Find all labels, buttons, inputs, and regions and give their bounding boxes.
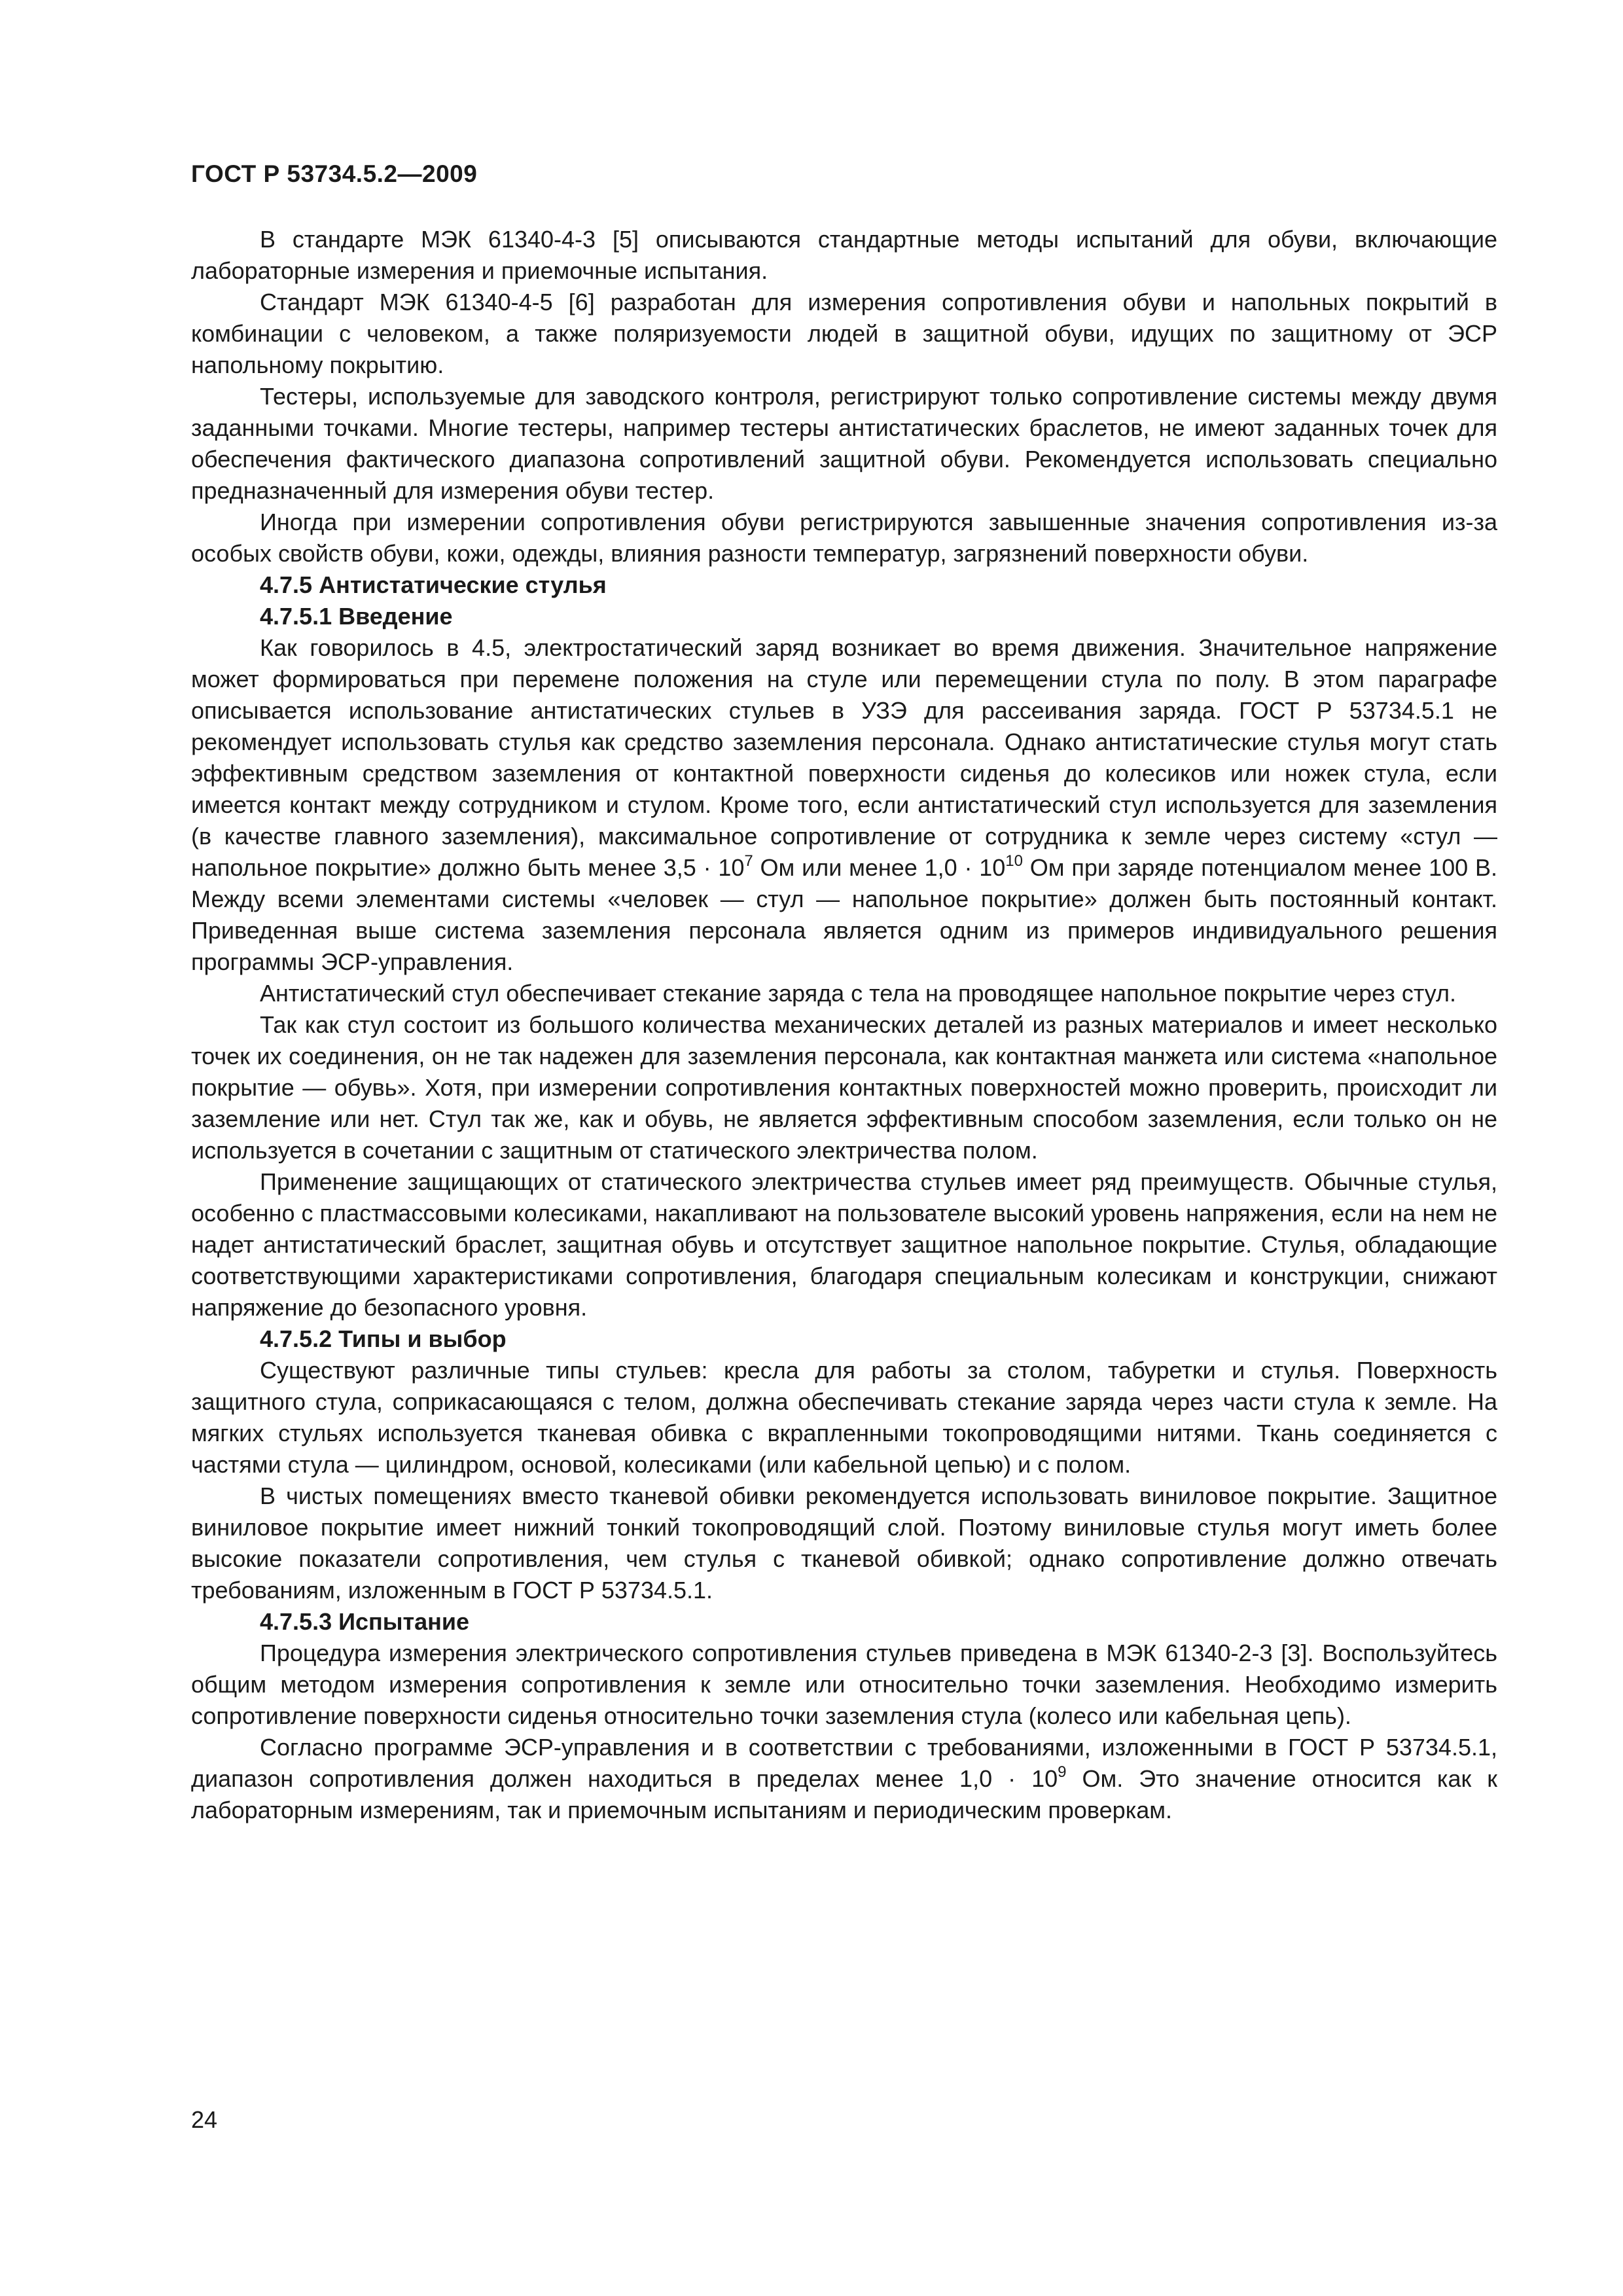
page-number: 24 [191,2106,218,2133]
paragraph: Применение защищающих от статического электричества стульев имеет ряд преимуществ. Обычные стулья, особенно с пластмассовыми колесиками, накапливают на пользователе высокий уровень напряжения, если на нем не надет антистатический браслет, защитная обувь и отсутствует защитное напольное покрытие. Стулья, обладающие соответствующими характеристиками сопротивления, благодаря специальным колесикам и конструкции, снижают напряжение до безопасного уровня. [191,1168,1497,1321]
paragraph: Антистатический стул обеспечивает стекание заряда с тела на проводящее напольное покрытие через стул. [260,980,1456,1007]
paragraph: Стандарт МЭК 61340-4-5 [6] разработан для измерения сопротивления обуви и напольных покрытий в комбинации с человеком, а также поляризуемости людей в защитной обуви, идущих по защитному от ЭСР напольному покрытию. [191,289,1497,378]
exponent: 7 [744,852,753,870]
subsection-heading-4-7-5-1: 4.7.5.1 Введение [260,603,453,630]
paragraph: Процедура измерения электрического сопротивления стульев приведена в МЭК 61340-2-3 [3]. Воспользуйтесь общим методом измерения сопротивления к земле или относительно точки заземления. Необходимо измерить сопротивление поверхности сиденья относительно точки заземления стула (колесо или кабельная цепь). [191,1640,1497,1729]
exponent: 9 [1058,1763,1067,1781]
standard-code-header: ГОСТ Р 53734.5.2—2009 [191,160,478,187]
paragraph: Иногда при измерении сопротивления обуви регистрируются завышенные значения сопротивления из-за особых свойств обуви, кожи, одежды, влияния разности температур, загрязнений поверхности обуви. [191,509,1497,567]
subsection-heading-4-7-5-3: 4.7.5.3 Испытание [260,1608,470,1635]
paragraph: Существуют различные типы стульев: кресла для работы за столом, табуретки и стулья. Поверхность защитного стула, соприкасающаяся с телом, должна обеспечивать стекание заряда через части стула к земле. На мягких стульях используется тканевая обивка с вкрапленными токопроводящими нитями. Ткань соединяется с частями стула — цилиндром, основой, колесиками (или кабельной цепью) и с полом. [191,1357,1497,1478]
paragraph: Так как стул состоит из большого количества механических деталей из разных материалов и имеет несколько точек их соединения, он не так надежен для заземления персонала, как контактная манжета или система «напольное покрытие — обувь». Хотя, при измерении сопротивления контактных поверхностей можно проверить, происходит ли заземление или нет. Стул так же, как и обувь, не является эффективным способом заземления, если только он не используется в сочетании с защитным от статического электричества полом. [191,1011,1497,1164]
exponent: 10 [1005,852,1023,870]
subsection-heading-4-7-5-2: 4.7.5.2 Типы и выбор [260,1325,507,1352]
paragraph: Тестеры, используемые для заводского контроля, регистрируют только сопротивление системы между двумя заданными точками. Многие тестеры, например тестеры антистатических браслетов, не имеют заданных точек для обеспечения фактического диапазона сопротивлений защитной обуви. Рекомендуется использовать специально предназначенный для измерения обуви тестер. [191,383,1497,504]
paragraph: В стандарте МЭК 61340-4-3 [5] описываются стандартные методы испытаний для обуви, включающие лабораторные измерения и приемочные испытания. [191,226,1497,284]
text-run: Как говорилось в 4.5, электростатический заряд возникает во время движения. Значительное напряжение может формироваться при перемене положения на стуле или перемещении стула по полу. В этом параграфе описывается использование антистатических стульев в УЗЭ для рассеивания заряда. ГОСТ Р 53734.5.1 не рекомендует использовать стулья как средство заземления персонала. Однако антистатические стулья могут стать эффективным средством заземления от контактной поверхности сиденья до колесиков или ножек стула, если имеется контакт между сотрудником и стулом. Кроме того, если антистатический стул используется для заземления (в качестве главного заземления), максимальное сопротивление от сотрудника к земле через систему «стул — напольное покрытие» должно быть менее 3,5 · 10 [191,634,1497,881]
paragraph: В чистых помещениях вместо тканевой обивки рекомендуется использовать виниловое покрытие. Защитное виниловое покрытие имеет нижний тонкий токопроводящий слой. Поэтому виниловые стулья могут иметь более высокие показатели сопротивления, чем стулья с тканевой обивкой; однако сопротивление должно отвечать требованиям, изложенным в ГОСТ Р 53734.5.1. [191,1482,1497,1604]
text-run: Ом. Это значение относится как к лабораторным измерениям, так и приемочным испытаниям и периодическим проверкам. [191,1765,1497,1823]
text-run: Ом или менее 1,0 · 10 [753,854,1006,881]
paragraph-with-exponents [191,632,1497,978]
paragraph-with-exponent [191,1732,1497,1826]
document-body [191,224,1497,1826]
text-run: Ом при заряде потенциалом менее 100 В. Между всеми элементами системы «человек — стул — напольное покрытие» должен быть постоянный контакт. Приведенная выше система заземления персонала является одним из примеров индивидуального решения программы ЭСР-управления. [191,854,1497,975]
section-heading-4-7-5: 4.7.5 Антистатические стулья [260,571,607,598]
text-run: Согласно программе ЭСР-управления и в соответствии с требованиями, изложенными в ГОСТ Р 53734.5.1, диапазон сопротивления должен находиться в пределах менее 1,0 · 10 [191,1734,1497,1792]
